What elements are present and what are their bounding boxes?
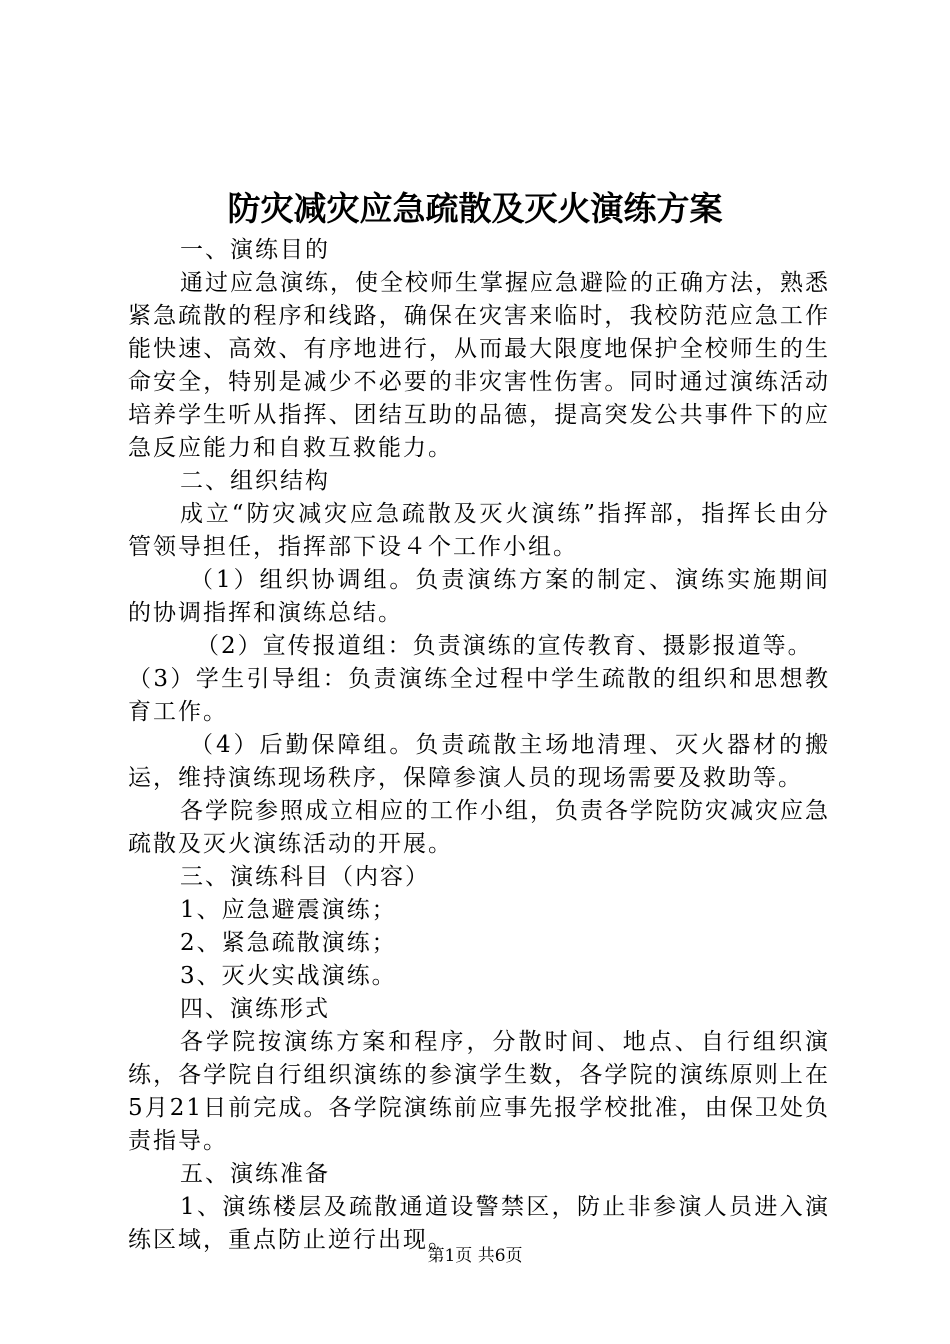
page-number-footer: 第1页 共6页 (427, 1246, 523, 1266)
paragraph-format: 各学院按演练方案和程序，分散时间、地点、自行组织演练，各学院自行组织演练的参演学生数，各学院的演练原则上在5月21日前完成。各学院演练前应事先报学校批准，由保卫处负责指导。 (128, 1029, 830, 1154)
list-item-subject-1: 1、应急避震演练； (180, 897, 397, 923)
paragraph-preparation-1: 1、演练楼层及疏散通道设警禁区，防止非参演人员进入演练区域，重点防止逆行出现。 (128, 1194, 830, 1253)
section-heading-format: 四、演练形式 (180, 996, 330, 1022)
paragraph-group-student-guidance: （3）学生引导组：负责演练全过程中学生疏散的组织和思想教育工作。 (128, 666, 830, 725)
section-heading-preparation: 五、演练准备 (180, 1161, 330, 1187)
section-heading-subjects: 三、演练科目（内容） (180, 864, 430, 890)
paragraph-group-logistics: （4）后勤保障组。负责疏散主场地清理、灭火器材的搬运，维持演练现场秩序，保障参演人员的现场需要及救助等。 (128, 732, 830, 791)
list-item-subject-3: 3、灭火实战演练。 (180, 963, 397, 989)
document-body (128, 234, 830, 1257)
document-title: 防灾减灾应急疏散及灭火演练方案 (227, 189, 723, 228)
paragraph-group-publicity: （2）宣传报道组：负责演练的宣传教育、摄影报道等。 (196, 633, 813, 659)
section-heading-purpose: 一、演练目的 (180, 237, 330, 263)
paragraph-purpose: 通过应急演练，使全校师生掌握应急避险的正确方法，熟悉紧急疏散的程序和线路，确保在灾害来临时，我校防范应急工作能快速、高效、有序地进行，从而最大限度地保护全校师生的生命安全，特别是减少不必要的非灾害性伤害。同时通过演练活动培养学生听从指挥、团结互助的品德，提高突发公共事件下的应急反应能力和自救互救能力。 (128, 270, 830, 461)
paragraph-command-center: 成立“防灾减灾应急疏散及灭火演练”指挥部，指挥长由分管领导担任，指挥部下设４个工作小组。 (128, 501, 830, 560)
paragraph-group-coordination: （1）组织协调组。负责演练方案的制定、演练实施期间的协调指挥和演练总结。 (128, 567, 830, 626)
paragraph-college-groups: 各学院参照成立相应的工作小组，负责各学院防灾减灾应急疏散及灭火演练活动的开展。 (128, 798, 830, 857)
list-item-subject-2: 2、紧急疏散演练； (180, 930, 397, 956)
section-heading-organization: 二、组织结构 (180, 468, 330, 494)
